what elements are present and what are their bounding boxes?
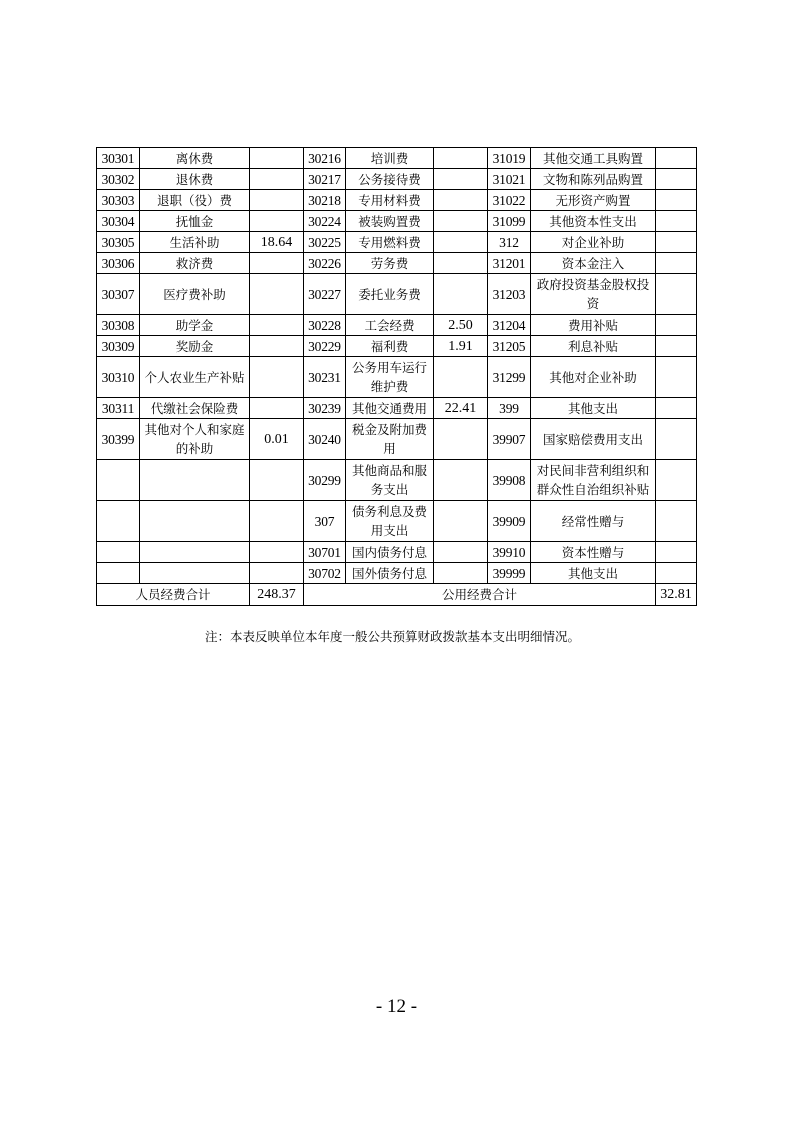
goods-code-cell: 30224	[304, 211, 346, 232]
goods-name-cell: 委托业务费	[346, 274, 434, 315]
goods-code-cell: 30701	[304, 542, 346, 563]
goods-name-cell: 劳务费	[346, 253, 434, 274]
capital-amount-cell	[656, 315, 697, 336]
capital-code-cell: 39908	[488, 460, 531, 501]
personnel-name-cell: 生活补助	[140, 232, 250, 253]
personnel-code-cell: 30304	[97, 211, 140, 232]
capital-code-cell: 31201	[488, 253, 531, 274]
capital-name-cell: 政府投资基金股权投资	[531, 274, 656, 315]
capital-amount-cell	[656, 274, 697, 315]
personnel-code-cell: 30310	[97, 357, 140, 398]
personnel-amount-cell	[250, 274, 304, 315]
personnel-amount-cell	[250, 563, 304, 584]
goods-code-cell: 30225	[304, 232, 346, 253]
personnel-code-cell	[97, 501, 140, 542]
personnel-code-cell	[97, 542, 140, 563]
personnel-code-cell: 30311	[97, 398, 140, 419]
capital-name-cell: 资本金注入	[531, 253, 656, 274]
capital-code-cell: 39909	[488, 501, 531, 542]
table-row	[97, 190, 697, 211]
goods-name-cell: 工会经费	[346, 315, 434, 336]
goods-code-cell: 30240	[304, 419, 346, 460]
capital-name-cell: 其他支出	[531, 563, 656, 584]
capital-name-cell: 资本性赠与	[531, 542, 656, 563]
table-row	[97, 542, 697, 563]
personnel-code-cell: 30301	[97, 148, 140, 169]
capital-amount-cell	[656, 357, 697, 398]
goods-code-cell: 30231	[304, 357, 346, 398]
capital-name-cell: 对民间非营利组织和群众性自治组织补贴	[531, 460, 656, 501]
capital-name-cell: 对企业补助	[531, 232, 656, 253]
capital-code-cell: 399	[488, 398, 531, 419]
capital-amount-cell	[656, 336, 697, 357]
personnel-amount-cell: 18.64	[250, 232, 304, 253]
capital-code-cell: 31203	[488, 274, 531, 315]
goods-amount-cell	[434, 419, 488, 460]
capital-code-cell: 39910	[488, 542, 531, 563]
personnel-name-cell: 助学金	[140, 315, 250, 336]
goods-amount-cell	[434, 169, 488, 190]
personnel-name-cell: 奖励金	[140, 336, 250, 357]
capital-name-cell: 无形资产购置	[531, 190, 656, 211]
personnel-amount-cell	[250, 253, 304, 274]
goods-code-cell: 30299	[304, 460, 346, 501]
goods-amount-cell	[434, 357, 488, 398]
capital-code-cell: 39999	[488, 563, 531, 584]
goods-amount-cell: 22.41	[434, 398, 488, 419]
table-note: 注：本表反映单位本年度一般公共预算财政拨款基本支出明细情况。	[205, 629, 581, 644]
personnel-name-cell: 离休费	[140, 148, 250, 169]
public-total-value: 32.81	[656, 584, 697, 606]
personnel-amount-cell	[250, 211, 304, 232]
table-row	[97, 563, 697, 584]
personnel-name-cell: 退休费	[140, 169, 250, 190]
goods-code-cell: 30228	[304, 315, 346, 336]
table-row	[97, 232, 697, 253]
goods-name-cell: 其他交通费用	[346, 398, 434, 419]
capital-name-cell: 其他资本性支出	[531, 211, 656, 232]
personnel-name-cell: 抚恤金	[140, 211, 250, 232]
capital-name-cell: 其他对企业补助	[531, 357, 656, 398]
personnel-amount-cell	[250, 190, 304, 211]
personnel-code-cell: 30308	[97, 315, 140, 336]
capital-code-cell: 31021	[488, 169, 531, 190]
personnel-code-cell: 30306	[97, 253, 140, 274]
personnel-amount-cell	[250, 357, 304, 398]
personnel-code-cell	[97, 563, 140, 584]
personnel-name-cell	[140, 542, 250, 563]
capital-code-cell: 31099	[488, 211, 531, 232]
table-body	[97, 148, 697, 606]
personnel-name-cell: 救济费	[140, 253, 250, 274]
goods-name-cell: 国外债务付息	[346, 563, 434, 584]
capital-amount-cell	[656, 563, 697, 584]
personnel-name-cell: 其他对个人和家庭的补助	[140, 419, 250, 460]
capital-code-cell: 31204	[488, 315, 531, 336]
goods-amount-cell	[434, 211, 488, 232]
goods-name-cell: 公务用车运行维护费	[346, 357, 434, 398]
goods-code-cell: 30216	[304, 148, 346, 169]
goods-amount-cell: 1.91	[434, 336, 488, 357]
personnel-amount-cell	[250, 169, 304, 190]
capital-amount-cell	[656, 211, 697, 232]
goods-name-cell: 福利费	[346, 336, 434, 357]
capital-code-cell: 31299	[488, 357, 531, 398]
personnel-name-cell: 退职（役）费	[140, 190, 250, 211]
goods-amount-cell	[434, 148, 488, 169]
personnel-amount-cell	[250, 336, 304, 357]
capital-name-cell: 其他交通工具购置	[531, 148, 656, 169]
personnel-code-cell: 30305	[97, 232, 140, 253]
personnel-name-cell	[140, 501, 250, 542]
personnel-amount-cell	[250, 501, 304, 542]
goods-code-cell: 30226	[304, 253, 346, 274]
personnel-amount-cell	[250, 398, 304, 419]
personnel-code-cell: 30303	[97, 190, 140, 211]
personnel-code-cell	[97, 460, 140, 501]
capital-amount-cell	[656, 232, 697, 253]
goods-amount-cell	[434, 563, 488, 584]
goods-name-cell: 税金及附加费用	[346, 419, 434, 460]
personnel-amount-cell	[250, 315, 304, 336]
capital-name-cell: 费用补贴	[531, 315, 656, 336]
capital-amount-cell	[656, 419, 697, 460]
goods-amount-cell	[434, 190, 488, 211]
personnel-name-cell	[140, 460, 250, 501]
personnel-name-cell: 代缴社会保险费	[140, 398, 250, 419]
goods-name-cell: 专用燃料费	[346, 232, 434, 253]
capital-code-cell: 31022	[488, 190, 531, 211]
goods-amount-cell	[434, 460, 488, 501]
goods-amount-cell	[434, 274, 488, 315]
capital-amount-cell	[656, 542, 697, 563]
capital-code-cell: 312	[488, 232, 531, 253]
personnel-code-cell: 30309	[97, 336, 140, 357]
personnel-name-cell: 个人农业生产补贴	[140, 357, 250, 398]
table-row	[97, 315, 697, 336]
goods-amount-cell	[434, 542, 488, 563]
capital-amount-cell	[656, 148, 697, 169]
table-row	[97, 357, 697, 398]
table-row	[97, 148, 697, 169]
goods-amount-cell	[434, 232, 488, 253]
table-row	[97, 398, 697, 419]
goods-name-cell: 培训费	[346, 148, 434, 169]
capital-name-cell: 国家赔偿费用支出	[531, 419, 656, 460]
goods-code-cell: 30702	[304, 563, 346, 584]
goods-name-cell: 专用材料费	[346, 190, 434, 211]
personnel-name-cell	[140, 563, 250, 584]
capital-name-cell: 其他支出	[531, 398, 656, 419]
personnel-total-label: 人员经费合计	[97, 584, 250, 606]
expenditure-detail-table	[96, 147, 697, 606]
goods-name-cell: 被装购置费	[346, 211, 434, 232]
goods-name-cell: 公务接待费	[346, 169, 434, 190]
goods-code-cell: 30227	[304, 274, 346, 315]
table-row	[97, 211, 697, 232]
personnel-code-cell: 30307	[97, 274, 140, 315]
table-row	[97, 336, 697, 357]
capital-name-cell: 经常性赠与	[531, 501, 656, 542]
goods-amount-cell: 2.50	[434, 315, 488, 336]
goods-amount-cell	[434, 501, 488, 542]
goods-name-cell: 其他商品和服务支出	[346, 460, 434, 501]
personnel-amount-cell	[250, 542, 304, 563]
table-row	[97, 169, 697, 190]
public-total-label: 公用经费合计	[304, 584, 656, 606]
goods-code-cell: 30229	[304, 336, 346, 357]
capital-code-cell: 31205	[488, 336, 531, 357]
personnel-code-cell: 30302	[97, 169, 140, 190]
page-number: - 12 -	[375, 996, 418, 1017]
goods-code-cell: 30217	[304, 169, 346, 190]
personnel-amount-cell	[250, 460, 304, 501]
personnel-code-cell: 30399	[97, 419, 140, 460]
capital-name-cell: 文物和陈列品购置	[531, 169, 656, 190]
goods-name-cell: 债务利息及费用支出	[346, 501, 434, 542]
goods-code-cell: 307	[304, 501, 346, 542]
table-row	[97, 501, 697, 542]
personnel-total-value: 248.37	[250, 584, 304, 606]
capital-amount-cell	[656, 398, 697, 419]
capital-code-cell: 31019	[488, 148, 531, 169]
capital-amount-cell	[656, 253, 697, 274]
goods-amount-cell	[434, 253, 488, 274]
capital-amount-cell	[656, 190, 697, 211]
capital-name-cell: 利息补贴	[531, 336, 656, 357]
capital-amount-cell	[656, 460, 697, 501]
goods-code-cell: 30218	[304, 190, 346, 211]
table-row	[97, 460, 697, 501]
personnel-amount-cell: 0.01	[250, 419, 304, 460]
goods-name-cell: 国内债务付息	[346, 542, 434, 563]
capital-code-cell: 39907	[488, 419, 531, 460]
table-row	[97, 253, 697, 274]
totals-row	[97, 584, 697, 606]
goods-code-cell: 30239	[304, 398, 346, 419]
table-row	[97, 274, 697, 315]
personnel-name-cell: 医疗费补助	[140, 274, 250, 315]
table-row	[97, 419, 697, 460]
personnel-amount-cell	[250, 148, 304, 169]
capital-amount-cell	[656, 501, 697, 542]
capital-amount-cell	[656, 169, 697, 190]
